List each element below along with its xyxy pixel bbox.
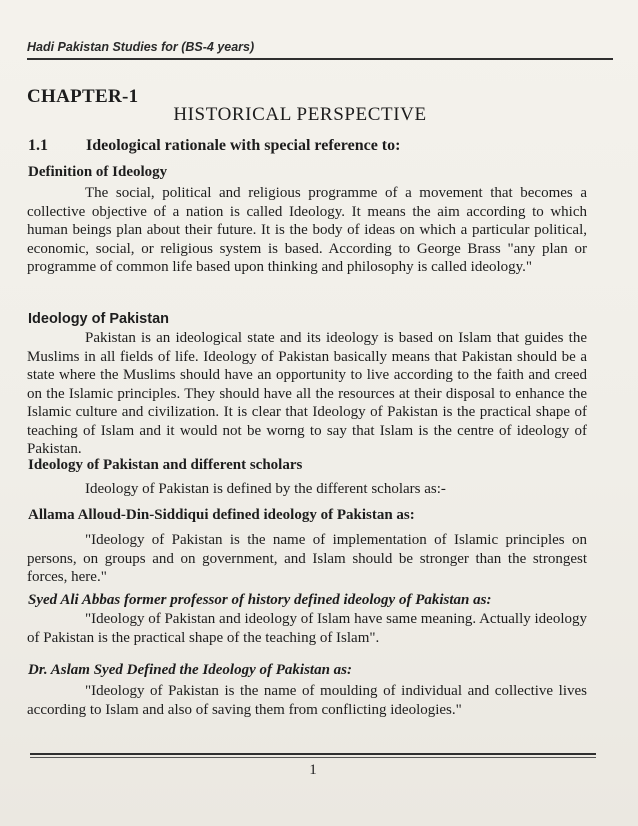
section-number: 1.1 [28, 137, 48, 154]
header-rule [27, 58, 613, 60]
ideology-pakistan-heading: Ideology of Pakistan [28, 311, 169, 327]
aslam-quote: "Ideology of Pakistan is the name of moulding of individual and collective lives according to Islam and also of saving them from conflicting ideologies." [27, 683, 587, 718]
definition-paragraph: The social, political and religious programme of a movement that becomes a collective objective of a nation is called Ideology. It means the aim according to which human beings plan about their future. It is the body of ideas on which a particular political, economic, social, or religious system is based. According to George Brass "any plan or programme of common life based upon thinking and philosophy is called ideology." [27, 185, 587, 275]
siddiqui-heading: Allama Alloud-Din-Siddiqui defined ideology of Pakistan as: [28, 507, 415, 523]
ideology-pakistan-paragraph: Pakistan is an ideological state and its ideology is based on Islam that guides the Muslims in all fields of life. Ideology of Pakistan basically means that Pakistan should be a state where the Muslims should have an opportunity to live according to the faith and creed on the Islamic principles. They should have all the resources at their disposal to enhance the Islamic culture and civilization. It is clear that Ideology of Pakistan is the practical shape of teaching of Islam and it would not be worng to say that Islam is the centre of ideology of Pakistan. [27, 330, 587, 457]
abbas-quote: "Ideology of Pakistan and ideology of Islam have same meaning. Actually ideology of Pakistan is the practical shape of the teaching of Islam". [27, 611, 587, 646]
footer-rule-thin [30, 757, 596, 758]
chapter-title: HISTORICAL PERSPECTIVE [173, 104, 427, 125]
section-heading [28, 137, 400, 155]
scholars-paragraph: Ideology of Pakistan is defined by the different scholars as:- [85, 481, 446, 497]
chapter-label: CHAPTER-1 [27, 86, 139, 107]
definition-heading: Definition of Ideology [28, 164, 168, 180]
running-header: Hadi Pakistan Studies for (BS-4 years) [27, 40, 255, 54]
siddiqui-quote: "Ideology of Pakistan is the name of implementation of Islamic principles on persons, on groups and on government, and Islam should be stronger than the strongest forces, here." [27, 532, 587, 585]
page-number: 1 [309, 762, 317, 778]
aslam-heading: Dr. Aslam Syed Defined the Ideology of Pakistan as: [28, 662, 353, 678]
footer-rule [30, 753, 596, 755]
abbas-heading: Syed Ali Abbas former professor of history defined ideology of Pakistan as: [28, 592, 492, 608]
scholars-heading: Ideology of Pakistan and different scholars [28, 457, 303, 473]
section-title: Ideological rationale with special reference to: [86, 137, 401, 154]
